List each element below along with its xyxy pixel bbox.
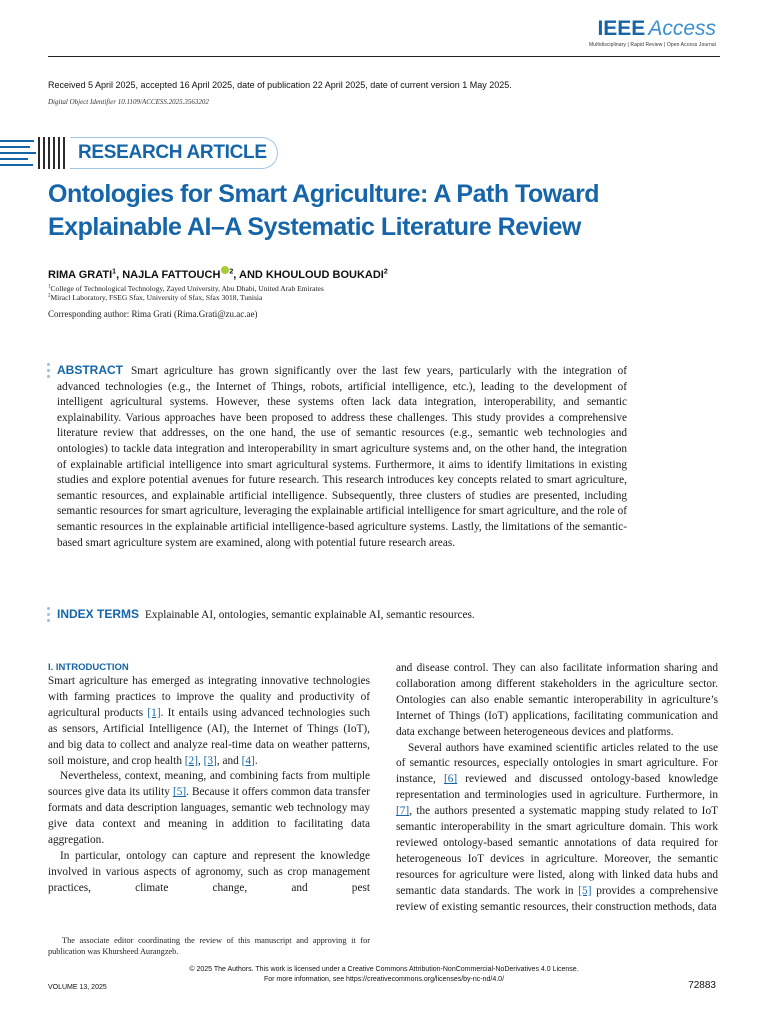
affiliation-2-text: Miracl Laboratory, FSEG Sfax, University of Sfax, Sfax 3018, Tunisia: [50, 293, 263, 302]
intro-p4-a: Several authors have examined scientific articles related to the use of semantic resources, especially ontologies in smart agriculture. For instance,: [396, 741, 718, 786]
intro-paragraph-4: [396, 741, 718, 916]
banner-bars-icon: [38, 137, 68, 169]
received-dates: Received 5 April 2025, accepted 16 April 2025, date of publication 22 April 2025, date of current version 1 May 2025.: [48, 80, 512, 90]
abstract: [57, 363, 627, 551]
affiliation-1-number: 1: [48, 284, 51, 290]
affiliation-1: [48, 284, 324, 293]
banner-stripes-icon: [0, 138, 36, 168]
index-terms: [57, 607, 475, 623]
intro-paragraph-2: [48, 769, 370, 849]
logo-wordmark: [589, 18, 716, 40]
affiliation-1-text: College of Technological Technology, Zayed University, Abu Dhabi, United Arab Emirates: [50, 284, 324, 293]
author-list: [48, 266, 388, 281]
license-line-1: © 2025 The Authors. This work is licensed under a Creative Commons Attribution-NonCommercial-NoDerivatives 4.0 License.: [189, 966, 579, 973]
citation-5-repeat[interactable]: [5]: [578, 884, 592, 897]
intro-p1-e: .: [254, 754, 258, 767]
intro-p2-b: . Because it offers common data transfer formats and data description languages, semantic web technology may give data context and meaning in addition to facilitating data aggregation.: [48, 786, 370, 847]
intro-p1-d: , and: [216, 754, 242, 767]
author-2-affil: 2: [229, 268, 234, 276]
logo-access: Access: [648, 17, 716, 40]
intro-p4-b: reviewed and discussed ontology-based knowledge representation and terminologies used in agriculture. Furthermore, in: [396, 773, 718, 802]
intro-p1-b: . It entails using advanced technologies such as sensors, Artificial Intelligence (AI), the Internet of Things (IoT), and big data to collect and analyze real-time data on weather patterns, soil moisture, and crop health: [48, 706, 371, 767]
citation-2[interactable]: [2]: [184, 754, 198, 767]
abstract-text: Smart agriculture has grown significantly over the last few years, particularly with the integration of advanced technologies (e.g., the Internet of Things, robots, artificial intelligence, etc.), leading to the development of intelligent agricultural systems. However, these systems often lack data integration, interoperability, and semantic explainability. Various approaches have been proposed to address these challenges. This study provides a comprehensive literature review that addresses, on the one hand, the use of semantic resources (e.g., semantic web technologies and ontologies) to tackle data integration and interoperability in smart agriculture systems and, on the other hand, the integration of explainable artificial intelligence into smart agricultural systems. Furthermore, it aims to identify limitations in existing studies and explore potential avenues for future research. This research introduces key concepts related to smart agriculture, semantic resources, and explainable artificial intelligence. Subsequently, three clusters of studies are presented, including semantic resources for smart agriculture, leveraging the explainable artificial intelligence for smart agriculture, and the role of semantic resources in the explainable artificial intelligence-based agriculture systems. Lastly, the limitations of the semantic-based smart agriculture system are examined, along with potential future research areas.: [57, 365, 627, 549]
citation-7[interactable]: [7]: [396, 805, 410, 818]
page-number: 72883: [688, 980, 716, 991]
author-separator: ,: [116, 269, 123, 281]
citation-5[interactable]: [5]: [172, 786, 187, 799]
abstract-label: ABSTRACT: [57, 363, 123, 377]
citation-4[interactable]: [4]: [241, 754, 255, 767]
affiliation-2: [48, 293, 262, 302]
author-1: RIMA GRATI: [48, 269, 113, 281]
abstract-dots-icon: [47, 363, 51, 381]
paper-title: Ontologies for Smart Agriculture: A Path Toward Explainable AI–A Systematic Literature Review: [48, 180, 600, 241]
doi-line: Digital Object Identifier 10.1109/ACCESS.2025.3563202: [48, 98, 209, 106]
license-line-2[interactable]: For more information, see https://creativecommons.org/licenses/by-nc-nd/4.0/: [263, 976, 505, 983]
editor-footnote: The associate editor coordinating the review of this manuscript and approving it for publication was Khursheed Aurangzeb.: [48, 936, 370, 956]
author-3: , AND KHOULOUD BOUKADI: [233, 269, 384, 281]
logo-ieee: IEEE: [597, 17, 646, 40]
intro-paragraph-3-continued: and disease control. They can also facilitate information sharing and collaboration among different stakeholders in the agriculture sector. Ontologies can also enable semantic interoperability in agriculture’s Internet of Things (IoT) applications, facilitating communication and data exchange between heterogeneous devices and platforms.: [396, 662, 718, 738]
author-1-affil: 1: [112, 268, 117, 276]
index-terms-label: INDEX TERMS: [57, 607, 140, 621]
right-column: [396, 661, 718, 916]
license-notice: [0, 965, 768, 985]
intro-p4-c: , the authors presented a systematic mapping study related to IoT semantic interoperability in the smart agriculture domain. This work reviewed ontology-based semantic annotations of data required for heterogeneous IoT devices in agriculture. Moreover, the semantic resources for agriculture were listed, along with linked data hubs and semantic data standards. The work in: [396, 805, 718, 897]
volume-label: VOLUME 13, 2025: [48, 984, 107, 991]
intro-p1-c: ,: [197, 754, 204, 767]
logo-tagline: Multidisciplinary | Rapid Review | Open Access Journal: [589, 42, 716, 48]
ieee-access-logo: [589, 18, 716, 48]
citation-3[interactable]: [3]: [203, 754, 217, 767]
corresponding-author: Corresponding author: Rima Grati (Rima.Grati@zu.ac.ae): [48, 309, 258, 319]
article-type-label: RESEARCH ARTICLE: [78, 142, 267, 163]
author-3-affil: 2: [383, 268, 388, 276]
affiliation-2-number: 2: [48, 293, 51, 299]
intro-p4-d: provides a comprehensive review of existing semantic resources, their construction methods, data: [396, 884, 718, 913]
intro-p1-a: Smart agriculture has emerged as integrating innovative technologies with farming practices to improve the quality and productivity of agricultural products: [48, 675, 370, 719]
article-type-banner: [70, 137, 278, 169]
index-terms-dots-icon: [47, 607, 51, 625]
citation-1[interactable]: [1]: [147, 706, 161, 719]
left-column: [48, 661, 370, 897]
intro-paragraph-3: In particular, ontology can capture and represent the knowledge involved in various aspects of agronomy, such as crop management practices, climate change, and pest: [48, 849, 370, 894]
intro-p2-a: Nevertheless, context, meaning, and combining facts from multiple sources give data its utility: [48, 770, 370, 799]
author-2: NAJLA FATTOUCH: [122, 269, 221, 281]
index-terms-text: Explainable AI, ontologies, semantic explainable AI, semantic resources.: [145, 609, 475, 621]
header-rule: [48, 56, 720, 57]
section-heading-introduction: I. INTRODUCTION: [48, 662, 129, 673]
citation-6[interactable]: [6]: [443, 773, 458, 786]
intro-paragraph-1: [48, 674, 370, 769]
